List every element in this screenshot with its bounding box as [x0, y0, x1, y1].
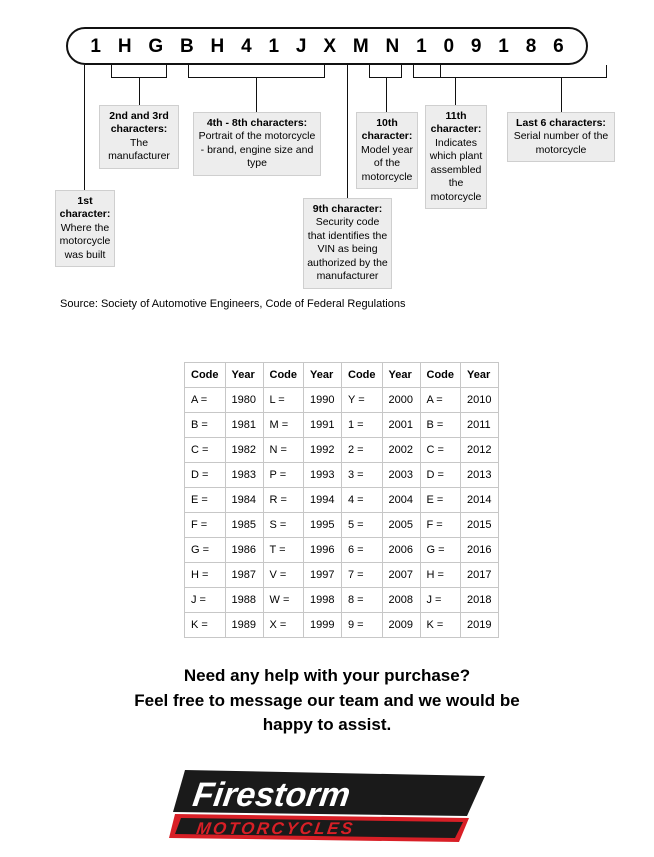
connector-line	[166, 65, 167, 77]
callout-heading: 4th - 8th characters:	[206, 117, 308, 129]
connector-line	[324, 65, 325, 77]
table-cell: 1984	[225, 488, 263, 513]
table-header-row	[185, 363, 499, 388]
table-cell: 1 =	[342, 413, 383, 438]
table-cell: N =	[263, 438, 304, 463]
vin-char-1: 1	[90, 35, 101, 57]
table-cell: 2013	[461, 463, 499, 488]
table-cell: 1983	[225, 463, 263, 488]
vin-char-17: 6	[553, 35, 564, 57]
table-row	[185, 438, 499, 463]
table-header-cell: Code	[342, 363, 383, 388]
callout-body: Serial number of the motorcycle	[513, 130, 609, 156]
callout-body: Indicates which plant assembled the motorcycle	[429, 136, 483, 203]
table-cell: 2001	[382, 413, 420, 438]
table-cell: 1994	[304, 488, 342, 513]
table-cell: F =	[185, 513, 226, 538]
table-cell: 3 =	[342, 463, 383, 488]
table-cell: 6 =	[342, 538, 383, 563]
table-cell: D =	[420, 463, 461, 488]
table-cell: H =	[420, 563, 461, 588]
table-header-cell: Code	[420, 363, 461, 388]
logo-graphic	[167, 768, 487, 846]
table-row	[185, 513, 499, 538]
table-cell: 8 =	[342, 588, 383, 613]
table-cell: J =	[185, 588, 226, 613]
connector-line	[347, 65, 348, 198]
vin-char-16: 8	[525, 35, 537, 57]
table-cell: 2017	[461, 563, 499, 588]
callout-heading: 2nd and 3rd characters:	[109, 110, 169, 136]
callout-tenth-character	[356, 112, 418, 189]
table-row	[185, 488, 499, 513]
table-row	[185, 563, 499, 588]
vin-char-6: 4	[241, 35, 252, 57]
table-cell: 9 =	[342, 613, 383, 638]
table-cell: 1986	[225, 538, 263, 563]
table-cell: 2016	[461, 538, 499, 563]
vin-char-15: 1	[498, 35, 509, 57]
table-cell: 1980	[225, 388, 263, 413]
table-cell: M =	[263, 413, 304, 438]
vin-char-11: N	[385, 35, 400, 57]
table-cell: 4 =	[342, 488, 383, 513]
table-cell: E =	[420, 488, 461, 513]
table-cell: C =	[420, 438, 461, 463]
callout-heading: 11th character:	[430, 110, 482, 136]
help-line-3: happy to assist.	[262, 715, 392, 735]
table-row	[185, 588, 499, 613]
callout-fourth-eighth-characters	[193, 112, 321, 176]
table-cell: 2002	[382, 438, 420, 463]
table-cell: A =	[420, 388, 461, 413]
firestorm-motorcycles-logo	[167, 768, 487, 846]
callout-body: Where the motorcycle was built	[59, 221, 111, 261]
vin-char-10: M	[352, 35, 369, 57]
callout-last-six-characters	[507, 112, 615, 162]
table-cell: F =	[420, 513, 461, 538]
connector-line	[440, 77, 607, 78]
source-note: Source: Society of Automotive Engineers, Code of Federal Regulations	[60, 298, 406, 310]
table-row	[185, 388, 499, 413]
table-cell: K =	[185, 613, 226, 638]
table-cell: 1991	[304, 413, 342, 438]
callout-heading: Last 6 characters:	[516, 117, 606, 129]
callout-heading: 9th character:	[312, 203, 383, 215]
connector-line	[440, 65, 441, 77]
vin-char-8: J	[295, 35, 307, 57]
callout-body: Security code that identifies the VIN as being authorized by the manufacturer	[307, 216, 388, 283]
table-cell: G =	[420, 538, 461, 563]
table-cell: 2009	[382, 613, 420, 638]
table-cell: 1988	[225, 588, 263, 613]
table-cell: 1998	[304, 588, 342, 613]
table-cell: D =	[185, 463, 226, 488]
table-row	[185, 613, 499, 638]
table-cell: P =	[263, 463, 304, 488]
connector-line	[111, 65, 112, 77]
vin-char-5: H	[210, 35, 225, 57]
table-cell: 7 =	[342, 563, 383, 588]
table-cell: 2000	[382, 388, 420, 413]
table-cell: T =	[263, 538, 304, 563]
callout-second-third-characters	[99, 105, 179, 169]
table-cell: B =	[185, 413, 226, 438]
vin-box	[66, 27, 588, 65]
table-cell: 2014	[461, 488, 499, 513]
table-cell: 1989	[225, 613, 263, 638]
table-row	[185, 538, 499, 563]
table-cell: 2018	[461, 588, 499, 613]
table-cell: 1997	[304, 563, 342, 588]
table-cell: L =	[263, 388, 304, 413]
table-cell: 2011	[461, 413, 499, 438]
connector-line	[401, 65, 402, 77]
table-row	[185, 463, 499, 488]
table-cell: 5 =	[342, 513, 383, 538]
table-cell: 2010	[461, 388, 499, 413]
callout-heading: 10th character:	[361, 117, 413, 143]
table-cell: 2008	[382, 588, 420, 613]
connector-line	[139, 77, 140, 105]
table-cell: 2003	[382, 463, 420, 488]
callout-body: Model year of the motorcycle	[361, 143, 413, 183]
year-code-table	[184, 362, 499, 638]
table-cell: Y =	[342, 388, 383, 413]
table-row	[185, 413, 499, 438]
connector-line	[413, 65, 414, 77]
callout-eleventh-character	[425, 105, 487, 209]
table-cell: G =	[185, 538, 226, 563]
vin-char-12: 1	[416, 35, 427, 57]
table-cell: 1990	[304, 388, 342, 413]
table-cell: C =	[185, 438, 226, 463]
table-cell: J =	[420, 588, 461, 613]
table-header-cell: Code	[185, 363, 226, 388]
table-cell: 1992	[304, 438, 342, 463]
connector-line	[386, 77, 387, 112]
table-cell: 2015	[461, 513, 499, 538]
table-cell: 2007	[382, 563, 420, 588]
table-cell: S =	[263, 513, 304, 538]
table-header-cell: Year	[382, 363, 420, 388]
table-cell: 2004	[382, 488, 420, 513]
table-cell: R =	[263, 488, 304, 513]
table-cell: 1982	[225, 438, 263, 463]
table-cell: K =	[420, 613, 461, 638]
connector-line	[188, 65, 189, 77]
connector-line	[561, 77, 562, 112]
table-cell: 2 =	[342, 438, 383, 463]
table-cell: 1993	[304, 463, 342, 488]
callout-first-character	[55, 190, 115, 267]
callout-ninth-character	[303, 198, 392, 289]
logo-secondary-text: MOTORCYCLES	[195, 819, 357, 838]
table-header-cell: Year	[225, 363, 263, 388]
table-cell: H =	[185, 563, 226, 588]
vin-char-2: H	[117, 35, 132, 57]
callout-body: The manufacturer	[108, 136, 170, 163]
table-header-cell: Year	[304, 363, 342, 388]
vin-char-4: B	[179, 35, 194, 57]
table-cell: 2005	[382, 513, 420, 538]
logo-primary-text: Firestorm	[190, 776, 353, 814]
table-cell: X =	[263, 613, 304, 638]
table-cell: 1981	[225, 413, 263, 438]
table-cell: 2012	[461, 438, 499, 463]
connector-line	[369, 65, 370, 77]
connector-line	[256, 77, 257, 112]
vin-display	[66, 27, 588, 65]
table-cell: W =	[263, 588, 304, 613]
year-code-table-wrap	[184, 362, 499, 638]
table-cell: B =	[420, 413, 461, 438]
table-cell: V =	[263, 563, 304, 588]
vin-char-13: 0	[443, 35, 455, 57]
table-header-cell: Code	[263, 363, 304, 388]
table-cell: 1987	[225, 563, 263, 588]
table-cell: 1999	[304, 613, 342, 638]
table-cell: 1996	[304, 538, 342, 563]
table-cell: 1985	[225, 513, 263, 538]
callout-heading: 1st character:	[59, 195, 111, 221]
table-header-cell: Year	[461, 363, 499, 388]
vin-char-14: 9	[470, 35, 482, 57]
help-text	[0, 664, 654, 738]
vin-char-3: G	[148, 35, 164, 57]
vin-char-9: X	[323, 35, 337, 57]
callout-body: Portrait of the motorcycle - brand, engine size and type	[198, 130, 316, 170]
table-cell: E =	[185, 488, 226, 513]
connector-line	[606, 65, 607, 77]
help-line-1: Need any help with your purchase?	[183, 666, 471, 685]
table-cell: A =	[185, 388, 226, 413]
table-cell: 2019	[461, 613, 499, 638]
connector-line	[84, 65, 85, 190]
help-line-2: Feel free to message our team and we would be	[134, 690, 520, 710]
table-cell: 1995	[304, 513, 342, 538]
table-cell: 2006	[382, 538, 420, 563]
connector-line	[455, 77, 456, 105]
vin-char-7: 1	[268, 35, 280, 57]
